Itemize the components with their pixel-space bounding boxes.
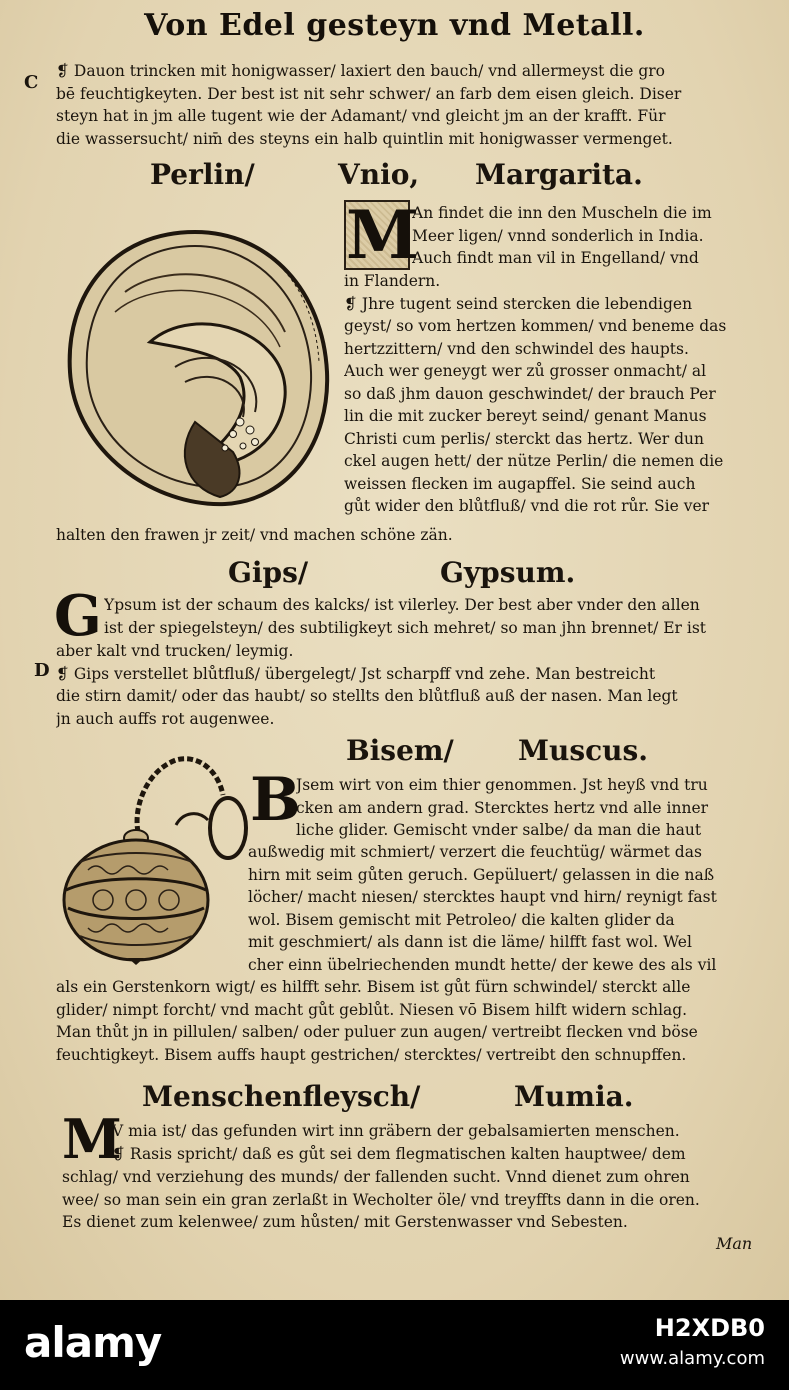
perlin-tail-line: halten den frawen jr zeit/ vnd machen schöne zän. bbox=[56, 526, 453, 544]
gips-wrapped-text bbox=[104, 594, 757, 639]
gips-line: ist der spiegelsteyn/ des subtiligkeyt sich mehret/ so man jhn brennet/ Er ist bbox=[104, 618, 707, 637]
bisem-line: cher einn übelriechenden mundt hette/ der kewe des als vil bbox=[248, 955, 717, 974]
mumia-line: ❡ Rasis spricht/ daß es gůt sei dem flegmatischen kalten hauptwee/ dem bbox=[112, 1144, 686, 1163]
gips-heading-german: Gips/ bbox=[228, 556, 309, 589]
mumia-line: wee/ so man sein ein gran zerlaßt in Wecholter öle/ vnd treyffts dann in die oren. bbox=[62, 1190, 700, 1209]
stock-site-url: www.alamy.com bbox=[619, 1348, 765, 1369]
perlin-heading-latin-1: Vnio, bbox=[338, 158, 420, 191]
bisem-line: als ein Gerstenkorn wigt/ es hilfft sehr. Bisem ist gůt fürn schwindel/ sterckt alle bbox=[56, 978, 691, 996]
perlin-drop-cap: M bbox=[346, 196, 420, 274]
mumia-heading-latin: Mumia. bbox=[514, 1080, 634, 1113]
intro-paragraph bbox=[56, 60, 756, 150]
bisem-body-text bbox=[56, 976, 756, 1066]
mumia-line: V mia ist/ das gefunden wirt inn gräbern der gebalsamierten menschen. bbox=[112, 1122, 680, 1140]
gips-body-text bbox=[56, 640, 756, 730]
perlin-line: ❡ Jhre tugent seind stercken die lebendigen bbox=[344, 294, 693, 313]
bisem-line: glider/ nimpt forcht/ vnd macht gůt geblůt. Niesen vō Bisem hilft widern schlag. bbox=[56, 1000, 688, 1019]
gips-line: Ypsum ist der schaum des kalcks/ ist vilerley. Der best aber vnder den allen bbox=[104, 596, 700, 614]
gips-line: jn auch auffs rot augenwee. bbox=[56, 709, 275, 728]
gips-drop-cap: G bbox=[54, 583, 102, 649]
bisem-wrapped-text-top bbox=[296, 774, 757, 842]
perlin-line: ckel augen hett/ der nütze Perlin/ die nemen die bbox=[344, 452, 724, 470]
gips-heading-latin: Gypsum. bbox=[440, 556, 576, 589]
bisem-line: Jsem wirt von eim thier genommen. Jst heyß vnd tru bbox=[296, 776, 708, 794]
intro-line: bē feuchtigkeyten. Der best ist nit sehr schwer/ an farb dem eisen gleich. Diser bbox=[56, 84, 682, 103]
mussel-shell-illustration bbox=[55, 222, 340, 512]
gips-line: aber kalt vnd trucken/ leymig. bbox=[56, 642, 294, 660]
bisem-drop-cap: B bbox=[250, 765, 301, 835]
bisem-line: mit geschmiert/ als dann ist die läme/ hilfft fast wol. Wel bbox=[248, 933, 692, 951]
perlin-line: hertzzittern/ vnd den schwindel des haupts. bbox=[344, 339, 689, 358]
margin-letter-d: D bbox=[34, 660, 50, 681]
perlin-line: so daß jhm dauon geschwindet/ der brauch Per bbox=[344, 384, 716, 403]
perlin-line: in Flandern. bbox=[344, 272, 441, 290]
perlin-line: Auch wer geneygt wer zů grosser onmacht/ al bbox=[344, 362, 707, 380]
intro-line: ❡ Dauon trincken mit honigwasser/ laxiert den bauch/ vnd allermeyst die gro bbox=[56, 62, 665, 80]
stock-image-id: H2XDB0 bbox=[654, 1314, 765, 1342]
mumia-drop-cap: M bbox=[62, 1107, 122, 1171]
perlin-line: Auch findt man vil in Engelland/ vnd bbox=[412, 249, 699, 267]
musk-pomander-illustration bbox=[58, 750, 248, 965]
perlin-tail-text bbox=[56, 524, 756, 547]
bisem-wrapped-text bbox=[248, 841, 757, 976]
bisem-line: liche glider. Gemischt vnder salbe/ da man die haut bbox=[296, 821, 702, 839]
perlin-line: Meer ligen/ vnnd sonderlich in India. bbox=[412, 226, 704, 245]
mumia-line: schlag/ vnd verziehung des munds/ der fallenden sucht. Vnnd dienet zum ohren bbox=[62, 1168, 690, 1186]
bisem-heading-german: Bisem/ bbox=[346, 734, 454, 767]
bisem-line: wol. Bisem gemischt mit Petroleo/ die kalten glider da bbox=[248, 910, 675, 929]
perlin-wrapped-text bbox=[412, 202, 757, 270]
perlin-line: geyst/ so vom hertzen kommen/ vnd beneme das bbox=[344, 317, 727, 335]
perlin-line: weissen flecken im augapffel. Sie seind auch bbox=[344, 474, 696, 493]
perlin-line: lin die mit zucker bereyt seind/ genant Manus bbox=[344, 407, 707, 425]
catchword: Man bbox=[716, 1234, 753, 1253]
margin-letter-c: C bbox=[24, 72, 39, 93]
mumia-body-text bbox=[62, 1166, 757, 1234]
intro-line: steyn hat in jm alle tugent wie der Adamant/ vnd gleicht jm an der krafft. Für bbox=[56, 107, 666, 125]
bisem-line: hirn mit seim gůten geruch. Gepüluert/ gelassen in die naß bbox=[248, 865, 715, 884]
bisem-heading-latin: Muscus. bbox=[518, 734, 649, 767]
perlin-heading-latin-2: Margarita. bbox=[475, 158, 643, 191]
bisem-line: feuchtigkeyt. Bisem auffs haupt gestrichen/ stercktes/ vertreibt den schnupffen. bbox=[56, 1045, 687, 1064]
perlin-body-text bbox=[344, 270, 757, 518]
mumia-wrapped-text bbox=[112, 1120, 757, 1165]
gips-line: ❡ Gips verstellet blůtfluß/ übergelegt/ Jst scharpff vnd zehe. Man bestreicht bbox=[56, 664, 656, 683]
bisem-line: cken am andern grad. Stercktes hertz vnd alle inner bbox=[296, 798, 709, 817]
bisem-line: außwedig mit schmiert/ verzert die feuchtüg/ wärmet das bbox=[248, 843, 702, 861]
running-head: Von Edel gesteyn vnd Metall. bbox=[144, 8, 645, 43]
mumia-heading-german: Menschenfleysch/ bbox=[142, 1080, 421, 1113]
mumia-line: Es dienet zum kelenwee/ zum hůsten/ mit Gerstenwasser vnd Sebesten. bbox=[62, 1213, 628, 1231]
intro-line: die wassersucht/ nim̄ des steyns ein halb quintlin mit honigwasser vermenget. bbox=[56, 129, 673, 148]
bisem-line: Man thůt jn in pillulen/ salben/ oder puluer zun augen/ vertreibt flecken vnd böse bbox=[56, 1023, 698, 1041]
perlin-line: An findet die inn den Muscheln die im bbox=[412, 204, 712, 222]
perlin-heading-german: Perlin/ bbox=[150, 158, 255, 191]
perlin-line: Christi cum perlis/ sterckt das hertz. Wer dun bbox=[344, 429, 705, 448]
bisem-line: löcher/ macht niesen/ stercktes haupt vnd hirn/ reynigt fast bbox=[248, 888, 717, 906]
stock-photo-footer bbox=[0, 1300, 789, 1390]
gips-line: die stirn damit/ oder das haubt/ so stellts den blůtfluß auß der nasen. Man legt bbox=[56, 687, 678, 705]
stock-brand-logo: alamy bbox=[24, 1318, 162, 1367]
perlin-line: gůt wider den blůtfluß/ vnd die rot růr. Sie ver bbox=[344, 497, 710, 515]
